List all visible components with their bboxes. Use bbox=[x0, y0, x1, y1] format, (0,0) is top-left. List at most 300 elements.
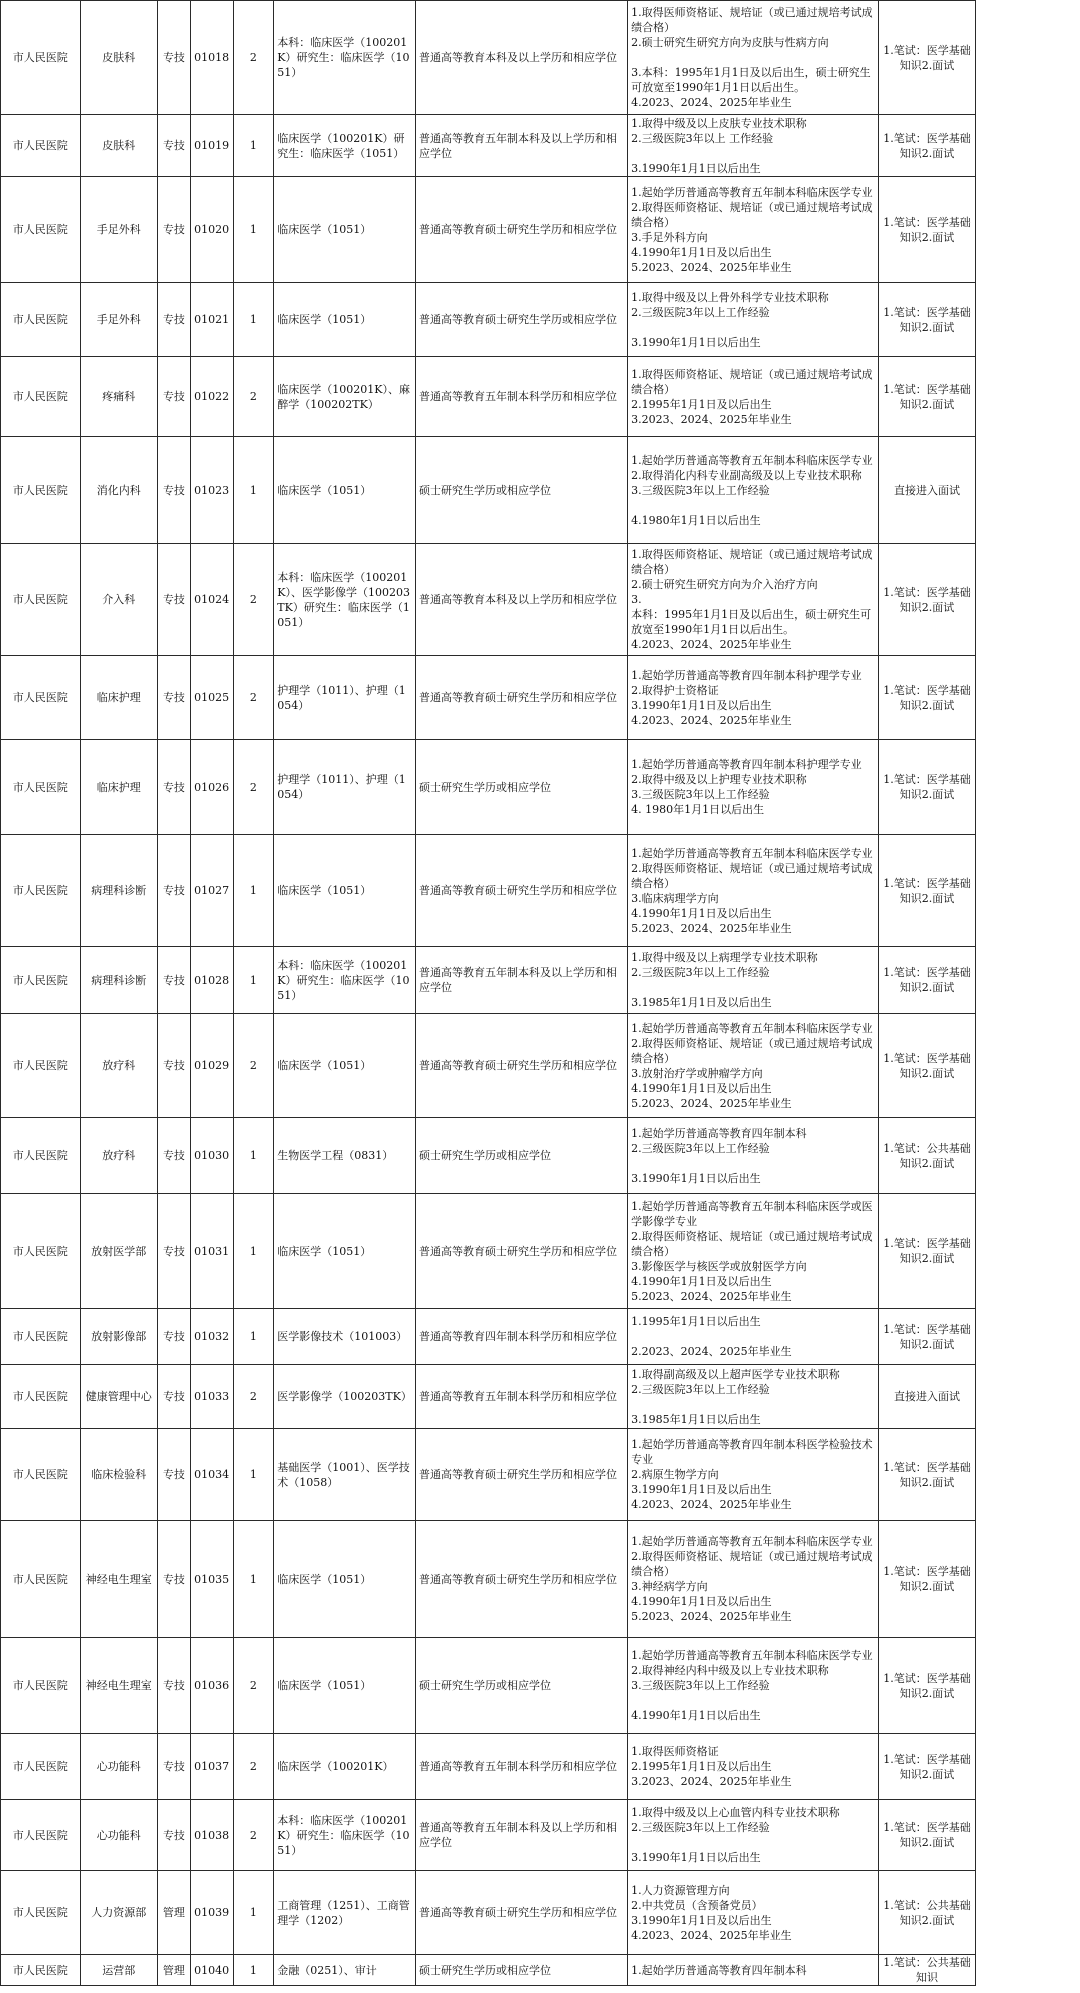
cell-exam-method: 1.笔试：公共基础知识2.面试 bbox=[879, 1118, 976, 1194]
cell-headcount: 1 bbox=[233, 1194, 274, 1309]
cell-post-code: 01019 bbox=[190, 115, 233, 177]
cell-exam-method: 1.笔试：医学基础知识2.面试 bbox=[879, 1194, 976, 1309]
requirement-line: 2.1995年1月1日及以后出生 bbox=[631, 397, 772, 411]
requirement-line: 4.1990年1月1日及以后出生 bbox=[631, 1274, 772, 1288]
cell-major: 临床医学（100201K）、麻醉学（100202TK） bbox=[274, 357, 416, 437]
cell-headcount: 1 bbox=[233, 1955, 274, 1986]
cell-exam-method: 1.笔试：医学基础知识2.面试 bbox=[879, 283, 976, 357]
cell-education: 普通高等教育硕士研究生学历和相应学位 bbox=[416, 1429, 628, 1521]
cell-department: 手足外科 bbox=[80, 177, 158, 283]
cell-requirements bbox=[628, 437, 879, 544]
cell-headcount: 1 bbox=[233, 1871, 274, 1955]
cell-post-code: 01020 bbox=[190, 177, 233, 283]
requirement-line: 1.起始学历普通高等教育四年制本科医学检验技术专业 bbox=[631, 1438, 873, 1466]
cell-unit: 市人民医院 bbox=[1, 357, 81, 437]
requirement-line: 5.2023、2024、2025年毕业生 bbox=[631, 921, 792, 935]
table-row bbox=[1, 1309, 976, 1365]
requirement-line: 4.1980年1月1日以后出生 bbox=[631, 513, 761, 527]
table-row bbox=[1, 177, 976, 283]
cell-unit: 市人民医院 bbox=[1, 740, 81, 835]
cell-requirements bbox=[628, 177, 879, 283]
cell-major: 临床医学（1051） bbox=[274, 177, 416, 283]
cell-post-code: 01033 bbox=[190, 1365, 233, 1429]
cell-education: 硕士研究生学历或相应学位 bbox=[416, 1955, 628, 1986]
requirement-line: 2.1995年1月1日及以后出生 bbox=[631, 1760, 772, 1773]
cell-unit: 市人民医院 bbox=[1, 1429, 81, 1521]
cell-headcount: 1 bbox=[233, 115, 274, 177]
cell-post-code: 01021 bbox=[190, 283, 233, 357]
cell-major: 医学影像技术（101003） bbox=[274, 1309, 416, 1365]
cell-major: 临床医学（1051） bbox=[274, 437, 416, 544]
cell-exam-method: 1.笔试：医学基础知识2.面试 bbox=[879, 656, 976, 740]
cell-exam-method: 1.笔试：公共基础知识2.面试 bbox=[879, 1871, 976, 1955]
table-row bbox=[1, 656, 976, 740]
requirement-line: 2.取得医师资格证、规培证（或已通过规培考试成绩合格） bbox=[631, 1550, 873, 1578]
requirement-line bbox=[631, 1835, 875, 1850]
requirement-line: 4.2023、2024、2025年毕业生 bbox=[631, 1928, 792, 1942]
requirement-line: 3.1990年1月1日及以后出生 bbox=[631, 1483, 772, 1496]
cell-headcount: 2 bbox=[233, 1, 274, 115]
requirement-line: 3.1990年1月1日以后出生 bbox=[631, 161, 761, 175]
cell-headcount: 1 bbox=[233, 835, 274, 947]
cell-post-code: 01036 bbox=[190, 1638, 233, 1734]
cell-exam-method: 1.笔试：医学基础知识2.面试 bbox=[879, 1800, 976, 1871]
requirement-line: 2.取得消化内科专业副高级及以上专业技术职称 bbox=[631, 468, 862, 482]
cell-department: 病理科诊断 bbox=[80, 947, 158, 1014]
requirement-line: 3.2023、2024、2025年毕业生 bbox=[631, 412, 792, 426]
cell-education: 普通高等教育五年制本科及以上学历和相应学位 bbox=[416, 947, 628, 1014]
table-row bbox=[1, 1365, 976, 1429]
requirement-line: 4.2023、2024、2025年毕业生 bbox=[631, 638, 792, 651]
cell-unit: 市人民医院 bbox=[1, 1118, 81, 1194]
requirement-line: 1.1995年1月1日以后出生 bbox=[631, 1315, 761, 1328]
cell-education: 硕士研究生学历或相应学位 bbox=[416, 740, 628, 835]
cell-headcount: 1 bbox=[233, 1429, 274, 1521]
requirement-line: 2.取得医师资格证、规培证（或已通过规培考试成绩合格） bbox=[631, 1229, 873, 1258]
cell-post-type: 专技 bbox=[158, 1521, 191, 1638]
cell-requirements bbox=[628, 1014, 879, 1118]
cell-post-type: 专技 bbox=[158, 437, 191, 544]
cell-major: 工商管理（1251）、工商管理学（1202） bbox=[274, 1871, 416, 1955]
cell-department: 神经电生理室 bbox=[80, 1638, 158, 1734]
cell-post-type: 专技 bbox=[158, 1800, 191, 1871]
cell-exam-method: 1.笔试：医学基础知识2.面试 bbox=[879, 1638, 976, 1734]
requirement-line: 2.硕士研究生研究方向为介入治疗方向 bbox=[631, 578, 818, 591]
requirement-line: 1.取得中级及以上病理学专业技术职称 bbox=[631, 951, 818, 964]
cell-unit: 市人民医院 bbox=[1, 1734, 81, 1800]
cell-post-type: 专技 bbox=[158, 1, 191, 115]
cell-post-code: 01039 bbox=[190, 1871, 233, 1955]
cell-post-type: 专技 bbox=[158, 1118, 191, 1194]
table-body bbox=[1, 1, 976, 1986]
cell-requirements bbox=[628, 1638, 879, 1734]
cell-major: 本科：临床医学（100201K）研究生：临床医学（1051） bbox=[274, 947, 416, 1014]
cell-post-code: 01037 bbox=[190, 1734, 233, 1800]
cell-headcount: 1 bbox=[233, 947, 274, 1014]
cell-education: 普通高等教育本科及以上学历和相应学位 bbox=[416, 1, 628, 115]
requirement-line: 4.2023、2024、2025年毕业生 bbox=[631, 713, 792, 727]
cell-department: 放射影像部 bbox=[80, 1309, 158, 1365]
cell-post-code: 01032 bbox=[190, 1309, 233, 1365]
requirement-line: 3.神经病学方向 bbox=[631, 1580, 708, 1593]
cell-post-type: 专技 bbox=[158, 544, 191, 656]
cell-department: 心功能科 bbox=[80, 1800, 158, 1871]
table-row bbox=[1, 1429, 976, 1521]
table-row bbox=[1, 357, 976, 437]
cell-post-type: 专技 bbox=[158, 283, 191, 357]
cell-major: 临床医学（1051） bbox=[274, 283, 416, 357]
requirement-line: 1.取得中级及以上皮肤专业技术职称 bbox=[631, 116, 807, 130]
cell-headcount: 2 bbox=[233, 1800, 274, 1871]
cell-education: 硕士研究生学历或相应学位 bbox=[416, 1638, 628, 1734]
cell-department: 人力资源部 bbox=[80, 1871, 158, 1955]
requirement-line: 2.三级医院3年以上 工作经验 bbox=[631, 131, 774, 145]
cell-post-type: 专技 bbox=[158, 1429, 191, 1521]
requirement-line: 3.手足外科方向 bbox=[631, 230, 708, 244]
cell-post-type: 专技 bbox=[158, 835, 191, 947]
cell-education: 普通高等教育硕士研究生学历和相应学位 bbox=[416, 835, 628, 947]
requirement-line: 1.起始学历普通高等教育四年制本科护理学专业 bbox=[631, 668, 862, 682]
cell-unit: 市人民医院 bbox=[1, 1365, 81, 1429]
cell-requirements bbox=[628, 1309, 879, 1365]
requirement-line: 3.本科：1995年1月1日及以后出生，硕士研究生可放宽至1990年1月1日以后出生。 bbox=[631, 66, 871, 94]
cell-requirements bbox=[628, 1194, 879, 1309]
cell-education: 普通高等教育四年制本科学历和相应学位 bbox=[416, 1309, 628, 1365]
requirement-line: 2.取得神经内科中级及以上专业技术职称 bbox=[631, 1664, 829, 1677]
requirement-line: 4. 1980年1月1日以后出生 bbox=[631, 803, 765, 816]
requirement-line: 3.1990年1月1日以后出生 bbox=[631, 335, 761, 349]
requirement-line: 1.起始学历普通高等教育四年制本科护理学专业 bbox=[631, 758, 862, 771]
requirement-line: 3.临床病理学方向 bbox=[631, 891, 719, 905]
table-row bbox=[1, 1800, 976, 1871]
cell-education: 硕士研究生学历或相应学位 bbox=[416, 1118, 628, 1194]
cell-exam-method: 1.笔试：医学基础知识2.面试 bbox=[879, 177, 976, 283]
requirement-line: 1.取得中级及以上骨外科学专业技术职称 bbox=[631, 290, 829, 304]
cell-headcount: 1 bbox=[233, 1309, 274, 1365]
cell-major: 医学影像学（100203TK） bbox=[274, 1365, 416, 1429]
requirement-line: 4.1990年1月1日及以后出生 bbox=[631, 245, 772, 259]
cell-post-code: 01023 bbox=[190, 437, 233, 544]
cell-department: 健康管理中心 bbox=[80, 1365, 158, 1429]
cell-post-type: 专技 bbox=[158, 740, 191, 835]
cell-post-code: 01022 bbox=[190, 357, 233, 437]
cell-unit: 市人民医院 bbox=[1, 835, 81, 947]
cell-department: 心功能科 bbox=[80, 1734, 158, 1800]
cell-post-code: 01026 bbox=[190, 740, 233, 835]
cell-major: 生物医学工程（0831） bbox=[274, 1118, 416, 1194]
cell-unit: 市人民医院 bbox=[1, 437, 81, 544]
requirement-line: 2.取得中级及以上护理专业技术职称 bbox=[631, 773, 807, 786]
requirement-line: 3.三级医院3年以上工作经验 bbox=[631, 483, 770, 497]
requirement-line: 1.起始学历普通高等教育四年制本科 bbox=[631, 1126, 807, 1140]
requirement-line: 2.取得医师资格证、规培证（或已通过规培考试成绩合格） bbox=[631, 1036, 873, 1065]
requirement-line: 3.1985年1月1日以后出生 bbox=[631, 1412, 761, 1426]
cell-unit: 市人民医院 bbox=[1, 656, 81, 740]
cell-education: 普通高等教育五年制本科及以上学历和相应学位 bbox=[416, 115, 628, 177]
cell-headcount: 1 bbox=[233, 437, 274, 544]
requirement-line: 3.放射治疗学或肿瘤学方向 bbox=[631, 1066, 763, 1080]
cell-unit: 市人民医院 bbox=[1, 1, 81, 115]
cell-headcount: 1 bbox=[233, 283, 274, 357]
cell-department: 运营部 bbox=[80, 1955, 158, 1986]
requirement-line bbox=[631, 980, 875, 995]
cell-headcount: 1 bbox=[233, 177, 274, 283]
cell-requirements bbox=[628, 740, 879, 835]
requirement-line: 4.1990年1月1日及以后出生 bbox=[631, 1081, 772, 1095]
requirement-line: 1.起始学历普通高等教育五年制本科临床医学专业 bbox=[631, 1021, 873, 1035]
requirement-line: 1.起始学历普通高等教育四年制本科 bbox=[631, 1963, 807, 1977]
table-row bbox=[1, 1118, 976, 1194]
cell-requirements bbox=[628, 115, 879, 177]
cell-major: 临床医学（1051） bbox=[274, 1194, 416, 1309]
cell-major: 本科：临床医学（100201K）研究生：临床医学（1051） bbox=[274, 1, 416, 115]
cell-post-code: 01030 bbox=[190, 1118, 233, 1194]
requirement-line: 1.取得医师资格证 bbox=[631, 1745, 719, 1758]
cell-major: 临床医学（100201K） bbox=[274, 1734, 416, 1800]
cell-unit: 市人民医院 bbox=[1, 1955, 81, 1986]
requirement-line: 3.三级医院3年以上工作经验 bbox=[631, 1679, 770, 1692]
cell-major: 临床医学（100201K）研究生：临床医学（1051） bbox=[274, 115, 416, 177]
cell-major: 临床医学（1051） bbox=[274, 1014, 416, 1118]
requirement-line: 1.取得副高级及以上超声医学专业技术职称 bbox=[631, 1367, 840, 1381]
table-row bbox=[1, 544, 976, 656]
requirement-line: 5.2023、2024、2025年毕业生 bbox=[631, 1289, 792, 1303]
table-row bbox=[1, 1521, 976, 1638]
requirement-line bbox=[631, 1329, 875, 1344]
cell-exam-method: 1.笔试：医学基础知识2.面试 bbox=[879, 115, 976, 177]
cell-unit: 市人民医院 bbox=[1, 177, 81, 283]
cell-major: 护理学（1011）、护理（1054） bbox=[274, 656, 416, 740]
requirement-line: 5.2023、2024、2025年毕业生 bbox=[631, 1096, 792, 1110]
cell-major: 金融（0251）、审计 bbox=[274, 1955, 416, 1986]
requirement-line: 1.起始学历普通高等教育五年制本科临床医学专业 bbox=[631, 453, 873, 467]
cell-department: 病理科诊断 bbox=[80, 835, 158, 947]
cell-major: 临床医学（1051） bbox=[274, 1521, 416, 1638]
cell-requirements bbox=[628, 947, 879, 1014]
cell-exam-method: 1.笔试：医学基础知识2.面试 bbox=[879, 947, 976, 1014]
cell-exam-method: 1.笔试：医学基础知识2.面试 bbox=[879, 740, 976, 835]
cell-requirements bbox=[628, 1521, 879, 1638]
cell-department: 放射医学部 bbox=[80, 1194, 158, 1309]
cell-major: 临床医学（1051） bbox=[274, 1638, 416, 1734]
requirement-line: 1.人力资源管理方向 bbox=[631, 1883, 730, 1897]
requirement-line: 2.病原生物学方向 bbox=[631, 1468, 719, 1481]
table-row bbox=[1, 1734, 976, 1800]
cell-requirements bbox=[628, 1871, 879, 1955]
cell-headcount: 2 bbox=[233, 1638, 274, 1734]
cell-requirements bbox=[628, 1734, 879, 1800]
table-row bbox=[1, 1871, 976, 1955]
cell-headcount: 1 bbox=[233, 1118, 274, 1194]
requirement-line: 2.取得医师资格证、规培证（或已通过规培考试成绩合格） bbox=[631, 200, 873, 229]
cell-requirements bbox=[628, 357, 879, 437]
requirement-line: 2.三级医院3年以上工作经验 bbox=[631, 1821, 770, 1834]
cell-exam-method: 直接进入面试 bbox=[879, 1365, 976, 1429]
cell-post-type: 专技 bbox=[158, 1365, 191, 1429]
requirement-line: 1.取得中级及以上心血管内科专业技术职称 bbox=[631, 1806, 840, 1819]
cell-exam-method: 直接进入面试 bbox=[879, 437, 976, 544]
requirement-line: 1.起始学历普通高等教育五年制本科临床医学专业 bbox=[631, 1649, 873, 1662]
cell-department: 疼痛科 bbox=[80, 357, 158, 437]
requirement-line: 3.影像医学与核医学或放射医学方向 bbox=[631, 1259, 807, 1273]
table-row bbox=[1, 947, 976, 1014]
requirement-line bbox=[631, 1693, 875, 1708]
table-row bbox=[1, 1014, 976, 1118]
cell-exam-method: 1.笔试：医学基础知识2.面试 bbox=[879, 544, 976, 656]
cell-education: 普通高等教育五年制本科学历和相应学位 bbox=[416, 1734, 628, 1800]
requirement-line: 4.2023、2024、2025年毕业生 bbox=[631, 96, 792, 109]
cell-post-type: 管理 bbox=[158, 1955, 191, 1986]
cell-unit: 市人民医院 bbox=[1, 544, 81, 656]
cell-education: 硕士研究生学历或相应学位 bbox=[416, 437, 628, 544]
requirement-line: 本科：1995年1月1日及以后出生，硕士研究生可放宽至1990年1月1日以后出生。 bbox=[631, 608, 872, 636]
cell-major: 本科：临床医学（100201K）研究生：临床医学（1051） bbox=[274, 1800, 416, 1871]
cell-department: 放疗科 bbox=[80, 1014, 158, 1118]
cell-requirements bbox=[628, 1, 879, 115]
cell-exam-method: 1.笔试：医学基础知识2.面试 bbox=[879, 1734, 976, 1800]
cell-exam-method: 1.笔试：医学基础知识2.面试 bbox=[879, 835, 976, 947]
cell-unit: 市人民医院 bbox=[1, 1014, 81, 1118]
cell-post-type: 专技 bbox=[158, 1638, 191, 1734]
cell-requirements bbox=[628, 544, 879, 656]
cell-major: 护理学（1011）、护理（1054） bbox=[274, 740, 416, 835]
cell-headcount: 2 bbox=[233, 544, 274, 656]
cell-unit: 市人民医院 bbox=[1, 1800, 81, 1871]
cell-post-code: 01025 bbox=[190, 656, 233, 740]
requirement-line bbox=[631, 1156, 875, 1171]
cell-department: 消化内科 bbox=[80, 437, 158, 544]
table-row bbox=[1, 740, 976, 835]
cell-exam-method: 1.笔试：公共基础知识 bbox=[879, 1955, 976, 1986]
cell-education: 普通高等教育硕士研究生学历和相应学位 bbox=[416, 656, 628, 740]
cell-post-code: 01018 bbox=[190, 1, 233, 115]
table-row bbox=[1, 115, 976, 177]
cell-department: 介入科 bbox=[80, 544, 158, 656]
cell-headcount: 2 bbox=[233, 656, 274, 740]
cell-exam-method: 1.笔试：医学基础知识2.面试 bbox=[879, 1309, 976, 1365]
cell-post-type: 专技 bbox=[158, 115, 191, 177]
cell-education: 普通高等教育五年制本科及以上学历和相应学位 bbox=[416, 1800, 628, 1871]
table-row bbox=[1, 1955, 976, 1986]
cell-headcount: 2 bbox=[233, 357, 274, 437]
cell-department: 神经电生理室 bbox=[80, 1521, 158, 1638]
cell-education: 普通高等教育五年制本科学历和相应学位 bbox=[416, 357, 628, 437]
requirement-line: 3.三级医院3年以上工作经验 bbox=[631, 788, 770, 801]
cell-exam-method: 1.笔试：医学基础知识2.面试 bbox=[879, 357, 976, 437]
requirement-line: 4.2023、2024、2025年毕业生 bbox=[631, 1498, 792, 1511]
cell-post-code: 01034 bbox=[190, 1429, 233, 1521]
cell-post-type: 专技 bbox=[158, 1194, 191, 1309]
cell-education: 普通高等教育硕士研究生学历或相应学位 bbox=[416, 283, 628, 357]
requirement-line: 2.取得护士资格证 bbox=[631, 683, 719, 697]
table-row bbox=[1, 437, 976, 544]
cell-unit: 市人民医院 bbox=[1, 1194, 81, 1309]
requirement-line: 1.起始学历普通高等教育五年制本科临床医学或医学影像学专业 bbox=[631, 1199, 873, 1228]
requirement-line: 2.2023、2024、2025年毕业生 bbox=[631, 1345, 792, 1358]
cell-requirements bbox=[628, 1955, 879, 1986]
cell-headcount: 1 bbox=[233, 1521, 274, 1638]
cell-education: 普通高等教育本科及以上学历和相应学位 bbox=[416, 544, 628, 656]
requirement-line: 2.取得医师资格证、规培证（或已通过规培考试成绩合格） bbox=[631, 861, 873, 890]
cell-post-type: 专技 bbox=[158, 1734, 191, 1800]
cell-major: 本科：临床医学（100201K）、医学影像学（100203TK）研究生：临床医学（1051） bbox=[274, 544, 416, 656]
requirement-line bbox=[631, 1397, 875, 1412]
cell-department: 临床护理 bbox=[80, 740, 158, 835]
cell-requirements bbox=[628, 283, 879, 357]
cell-department: 临床检验科 bbox=[80, 1429, 158, 1521]
cell-education: 普通高等教育硕士研究生学历和相应学位 bbox=[416, 177, 628, 283]
cell-exam-method: 1.笔试：医学基础知识2.面试 bbox=[879, 1, 976, 115]
cell-unit: 市人民医院 bbox=[1, 1638, 81, 1734]
cell-unit: 市人民医院 bbox=[1, 1871, 81, 1955]
requirement-line: 1.起始学历普通高等教育五年制本科临床医学专业 bbox=[631, 1535, 873, 1548]
requirement-line: 1.起始学历普通高等教育五年制本科临床医学专业 bbox=[631, 846, 873, 860]
requirement-line: 1.取得医师资格证、规培证（或已通过规培考试成绩合格） bbox=[631, 6, 873, 34]
cell-major: 临床医学（1051） bbox=[274, 835, 416, 947]
table-row bbox=[1, 1, 976, 115]
requirement-line: 4.1990年1月1日及以后出生 bbox=[631, 906, 772, 920]
requirement-line: 3.1990年1月1日及以后出生 bbox=[631, 698, 772, 712]
cell-headcount: 2 bbox=[233, 1734, 274, 1800]
cell-post-type: 专技 bbox=[158, 656, 191, 740]
cell-education: 普通高等教育硕士研究生学历和相应学位 bbox=[416, 1521, 628, 1638]
requirement-line: 1.取得医师资格证、规培证（或已通过规培考试成绩合格） bbox=[631, 548, 873, 576]
requirement-line: 3.2023、2024、2025年毕业生 bbox=[631, 1775, 792, 1788]
requirement-line: 4.1990年1月1日及以后出生 bbox=[631, 1595, 772, 1608]
cell-major: 基础医学（1001）、医学技术（1058） bbox=[274, 1429, 416, 1521]
table-row bbox=[1, 835, 976, 947]
table-row bbox=[1, 1638, 976, 1734]
requirement-line: 5.2023、2024、2025年毕业生 bbox=[631, 1610, 792, 1623]
requirement-line bbox=[631, 498, 875, 513]
requirement-line bbox=[631, 320, 875, 335]
requirement-line: 2.三级医院3年以上工作经验 bbox=[631, 1141, 770, 1155]
cell-department: 皮肤科 bbox=[80, 1, 158, 115]
cell-post-type: 专技 bbox=[158, 177, 191, 283]
cell-unit: 市人民医院 bbox=[1, 115, 81, 177]
cell-requirements bbox=[628, 835, 879, 947]
cell-education: 普通高等教育硕士研究生学历和相应学位 bbox=[416, 1014, 628, 1118]
cell-post-code: 01040 bbox=[190, 1955, 233, 1986]
requirement-line: 4.1990年1月1日以后出生 bbox=[631, 1709, 761, 1722]
cell-post-code: 01024 bbox=[190, 544, 233, 656]
cell-post-code: 01038 bbox=[190, 1800, 233, 1871]
cell-exam-method: 1.笔试：医学基础知识2.面试 bbox=[879, 1014, 976, 1118]
cell-requirements bbox=[628, 1800, 879, 1871]
table-row bbox=[1, 1194, 976, 1309]
cell-department: 皮肤科 bbox=[80, 115, 158, 177]
cell-education: 普通高等教育硕士研究生学历和相应学位 bbox=[416, 1871, 628, 1955]
cell-headcount: 2 bbox=[233, 1365, 274, 1429]
requirement-line: 3.1985年1月1日及以后出生 bbox=[631, 996, 772, 1009]
cell-post-type: 专技 bbox=[158, 1309, 191, 1365]
cell-post-type: 管理 bbox=[158, 1871, 191, 1955]
cell-post-code: 01031 bbox=[190, 1194, 233, 1309]
requirement-line: 3.1990年1月1日以后出生 bbox=[631, 1851, 761, 1864]
cell-unit: 市人民医院 bbox=[1, 947, 81, 1014]
cell-requirements bbox=[628, 656, 879, 740]
requirement-line: 1.起始学历普通高等教育五年制本科临床医学专业 bbox=[631, 185, 873, 199]
cell-requirements bbox=[628, 1118, 879, 1194]
requirement-line: 2.三级医院3年以上工作经验 bbox=[631, 305, 770, 319]
cell-requirements bbox=[628, 1429, 879, 1521]
requirement-line bbox=[631, 50, 875, 65]
cell-post-type: 专技 bbox=[158, 1014, 191, 1118]
cell-post-type: 专技 bbox=[158, 947, 191, 1014]
requirement-line: 1.取得医师资格证、规培证（或已通过规培考试成绩合格） bbox=[631, 367, 873, 396]
requirement-line: 3.1990年1月1日以后出生 bbox=[631, 1171, 761, 1185]
requirement-line: 2.三级医院3年以上工作经验 bbox=[631, 966, 770, 979]
